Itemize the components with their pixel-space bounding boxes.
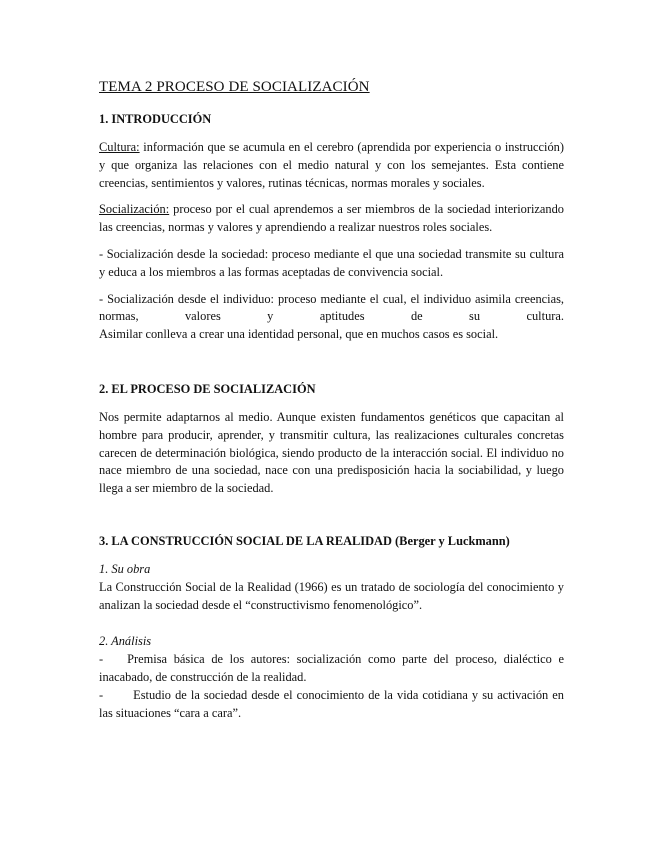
bullet-dash: - bbox=[99, 652, 104, 667]
paragraph-su-obra: La Construcción Social de la Realidad (1966) es un tratado de sociología del conocimiento y analizan la sociedad desde el “constructivismo fenomenológico”. bbox=[99, 579, 564, 612]
bullet-text: Premisa básica de los autores: socialización como parte del proceso, dialéctico e inacabado, de construcción de la realidad. bbox=[99, 652, 564, 684]
paragraph-proceso: Nos permite adaptarnos al medio. Aunque existen fundamentos genéticos que capacitan al hombre para producir, aprender, y transmitir cultura, las realizaciones culturales concretas carecen de determinación biológica, siendo producto de la interacción social. El individuo no nace miembro de una sociedad, nace con una predisposición hacia la sociabilidad, y luego llega a ser miembro de la sociedad. bbox=[99, 409, 564, 496]
document-page bbox=[99, 78, 564, 722]
term-socializacion: Socialización: bbox=[99, 202, 170, 217]
definition-cultura: información que se acumula en el cerebro (aprendida por experiencia o instrucción) y que organiza las relaciones con el medio natural y con los semejantes. Esta contiene creencias, sentimientos y valores, rutinas técnicas, normas morales y sociales. bbox=[99, 140, 564, 190]
paragraph-socializacion-sociedad: - Socialización desde la sociedad: proceso mediante el que una sociedad transmite su cultura y educa a los miembros a las formas aceptadas de convivencia social. bbox=[99, 246, 564, 279]
spacer bbox=[99, 507, 564, 533]
spacer bbox=[99, 623, 564, 633]
list-item bbox=[99, 651, 564, 687]
paragraph-socializacion bbox=[99, 201, 564, 237]
subheading-su-obra: 1. Su obra bbox=[99, 561, 151, 576]
bullet-text: Estudio de la sociedad desde el conocimiento de la vida cotidiana y su activación en las situaciones “cara a cara”. bbox=[99, 687, 564, 720]
section-heading-introduccion: 1. INTRODUCCIÓN bbox=[99, 112, 212, 126]
paragraph-socializacion-individuo: - Socialización desde el individuo: proceso mediante el cual, el individuo asimila creencias, normas, valores y aptitudes de su cultura. bbox=[99, 291, 564, 324]
definition-socializacion: proceso por el cual aprendemos a ser miembros de la sociedad interiorizando las creencias, normas y valores y aprendiendo a realizar nuestros roles sociales. bbox=[99, 202, 564, 235]
document-title: TEMA 2 PROCESO DE SOCIALIZACIÓN bbox=[99, 79, 370, 95]
section-heading-construccion: 3. LA CONSTRUCCIÓN SOCIAL DE LA REALIDAD (Berger y Luckmann) bbox=[99, 533, 510, 548]
paragraph-cultura bbox=[99, 139, 564, 192]
bullet-dash: - bbox=[99, 687, 104, 702]
spacer bbox=[99, 353, 564, 381]
subheading-analisis: 2. Análisis bbox=[99, 634, 152, 649]
section-heading-proceso: 2. EL PROCESO DE SOCIALIZACIÓN bbox=[99, 381, 316, 396]
term-cultura: Cultura: bbox=[99, 140, 140, 154]
list-item bbox=[99, 687, 564, 723]
paragraph-socializacion-individuo-tail: Asimilar conlleva a crear una identidad personal, que en muchos casos es social. bbox=[99, 327, 499, 342]
